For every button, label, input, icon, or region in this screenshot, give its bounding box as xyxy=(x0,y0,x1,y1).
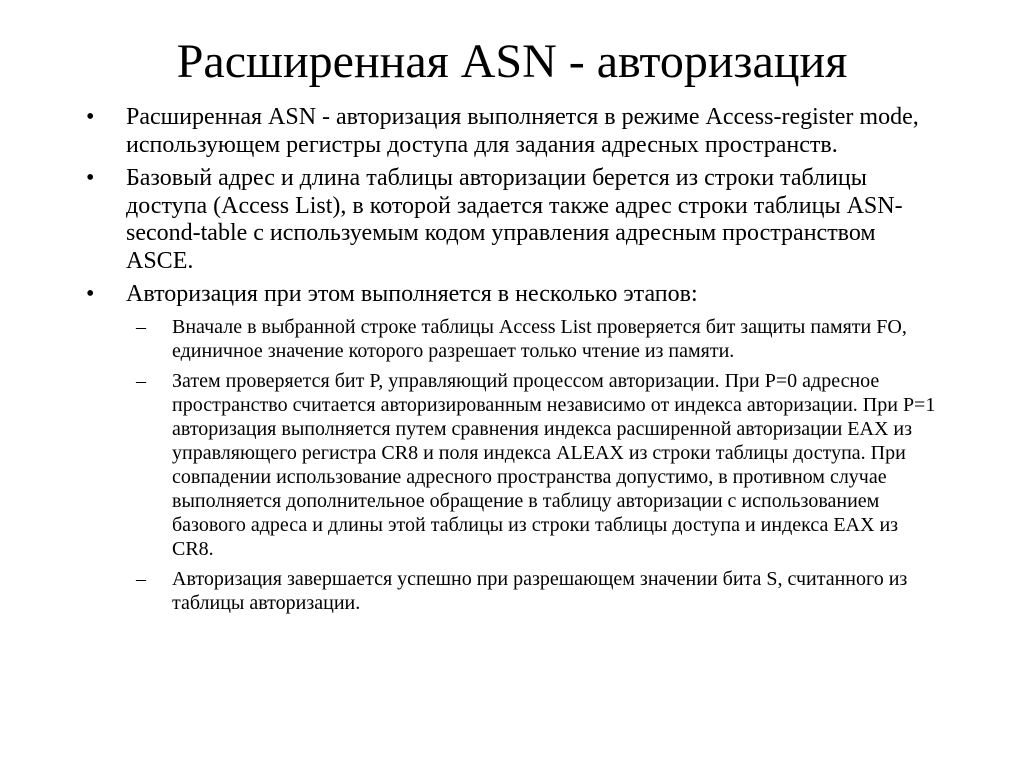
sub-bullet-text: Авторизация завершается успешно при разрешающем значении бита S, считанного из таблицы авторизации. xyxy=(172,567,908,614)
slide-title: Расширенная ASN - авторизация xyxy=(176,35,848,88)
sub-bullet-marker: – xyxy=(136,567,146,590)
bullet-text: Расширенная ASN - авторизация выполняется в режиме Access-register mode, использующем регистры доступа для задания адресных пространств. xyxy=(126,104,919,158)
bullet-list xyxy=(82,104,942,621)
bullet-text: Авторизация при этом выполняется в несколько этапов: xyxy=(126,281,698,307)
sub-bullet-text: Затем проверяется бит P, управляющий процессом авторизации. При P=0 адресное пространство считается авторизированным независимо от индекса авторизации. При P=1 авторизация выполняется путем сравнения индекса расширенной авторизации EAX из управляющего регистра CR8 и поля индекса ALEAX из строки таблицы доступа. При совпадении использование адресного пространства допустимо, в противном случае выполняется дополнительное обращение в таблицу авторизации с использованием базового адреса и длины этой таблицы из строки таблицы доступа и индекса EAX из CR8. xyxy=(172,369,936,560)
sub-bullet-item xyxy=(82,369,942,561)
sub-bullet-text: Вначале в выбранной строке таблицы Access List проверяется бит защиты памяти FO, единичное значение которого разрешает только чтение из памяти. xyxy=(172,315,907,362)
sub-bullet-marker: – xyxy=(136,369,146,392)
bullet-marker: • xyxy=(86,281,95,307)
bullet-marker: • xyxy=(86,165,95,191)
sub-bullet-marker: – xyxy=(136,315,146,338)
sub-bullet-item xyxy=(82,567,942,615)
bullet-item xyxy=(82,281,942,309)
bullet-marker: • xyxy=(86,104,95,130)
sub-bullet-item xyxy=(82,315,942,363)
bullet-item xyxy=(82,165,942,275)
bullet-text: Базовый адрес и длина таблицы авторизации берется из строки таблицы доступа (Access List), в которой задается также адрес строки таблицы ASN-second-table с используемым кодом управления адресным пространством ASCE. xyxy=(126,165,903,274)
bullet-item xyxy=(82,104,942,159)
